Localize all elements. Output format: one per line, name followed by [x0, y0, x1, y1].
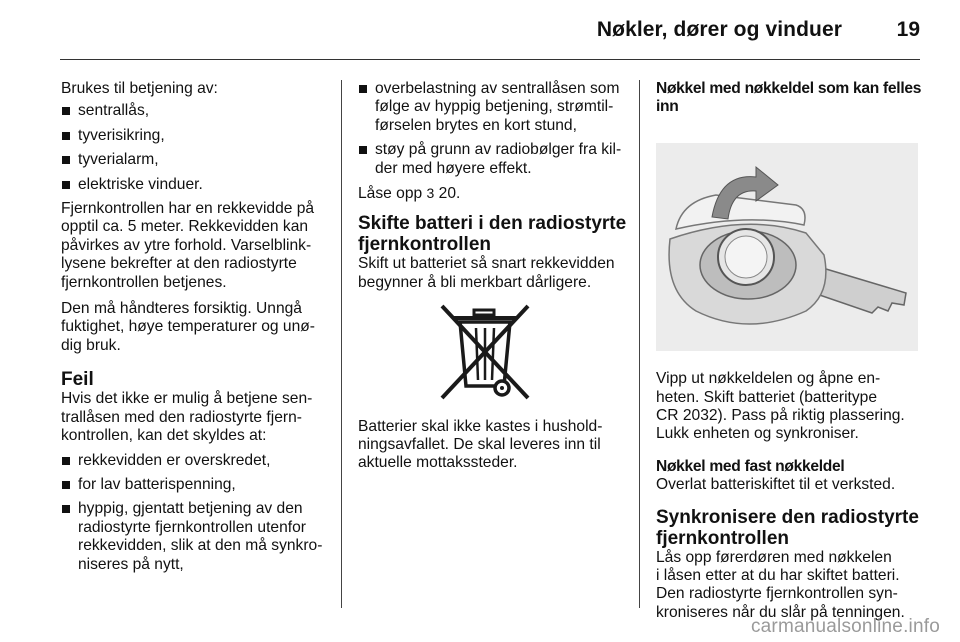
column-divider — [639, 80, 640, 608]
fault-list — [61, 452, 331, 574]
fixed-key-heading: Nøkkel med fast nøkkeldel — [656, 457, 845, 475]
bullet-icon — [62, 132, 70, 140]
sync-heading: Synkronisere den radiostyrte fjernkontrollen — [656, 506, 919, 549]
chapter-title: Nøkler, dører og vinduer — [596, 18, 842, 41]
bullet-icon — [359, 146, 367, 154]
list-item: elektriske vinduer. — [61, 176, 331, 194]
fault-list-continued — [358, 80, 626, 178]
bullet-icon — [62, 156, 70, 164]
bullet-icon — [359, 85, 367, 93]
list-item: hyppig, gjentatt betjening av den radiostyrte fjernkontrollen utenfor rekkevidden, slik at den må synkro- niseres på nytt, — [61, 500, 331, 574]
page-number: 19 — [896, 18, 920, 41]
page-header — [0, 0, 960, 56]
list-item: sentrallås, — [61, 102, 331, 120]
battery-paragraph: Skift ut batteriet så snart rekkevidden begynner å bli merkbart dårligere. — [358, 255, 615, 291]
bullet-icon — [62, 181, 70, 189]
key-fob-icon — [656, 143, 918, 351]
column-3 — [656, 80, 924, 630]
fixed-key-paragraph: Overlat batteriskiftet til et verksted. — [656, 476, 896, 494]
bullet-icon — [62, 107, 70, 115]
list-item: tyverialarm, — [61, 151, 331, 169]
key-battery-illustration — [656, 143, 924, 356]
bullet-icon — [62, 457, 70, 465]
page-reference-arrow-icon: 3 — [426, 185, 435, 202]
foldable-key-paragraph: Vipp ut nøkkeldelen og åpne en- heten. Skift batteriet (batteritype CR 2032). Pass på riktig plassering. Lukk enheten og synkroniser. — [656, 370, 905, 443]
disposal-paragraph: Batterier skal ikke kastes i hushold- ningsavfallet. De skal leveres inn til aktuelle mottakssteder. — [358, 417, 603, 472]
uses-list — [61, 102, 331, 194]
column-2 — [358, 80, 626, 481]
foldable-key-heading: Nøkkel med nøkkeldel som kan felles inn — [656, 80, 922, 116]
fault-paragraph: Hvis det ikke er mulig å betjene sen- trallåsen med den radiostyrte fjern- kontrollen, kan det skyldes at: — [61, 390, 313, 445]
range-paragraph: Fjernkontrollen har en rekkevidde på opptil ca. 5 meter. Rekkevidden kan påvirkes av ytre forhold. Varselblink- lysene bekrefter at den radiostyrte fjernkontrollen betjenes. — [61, 200, 315, 291]
bullet-icon — [62, 505, 70, 513]
recycling-symbol-figure — [358, 302, 626, 409]
bullet-icon — [62, 481, 70, 489]
watermark-text: carmanualsonline.info — [750, 616, 940, 637]
battery-heading: Skifte batteri i den radiostyrte fjernkontrollen — [358, 213, 627, 256]
list-item: støy på grunn av radiobølger fra kil- der med høyere effekt. — [358, 141, 626, 178]
care-paragraph: Den må håndteres forsiktig. Unngå fuktighet, høye temperaturer og unø- dig bruk. — [61, 300, 315, 354]
crossed-bin-icon — [430, 302, 542, 404]
column-1 — [61, 80, 331, 580]
list-item: overbelastning av sentrallåsen som følge av hyppig betjening, strømtil- førselen brytes en kort stund, — [358, 80, 626, 135]
header-rule — [60, 59, 920, 60]
intro-text: Brukes til betjening av: — [61, 80, 218, 97]
list-item: for lav batterispenning, — [61, 476, 331, 494]
fault-heading: Feil — [61, 369, 94, 391]
unlock-reference: Låse opp 3 20. — [358, 185, 461, 203]
unlock-page-link[interactable]: 20. — [438, 185, 461, 203]
list-item: rekkevidden er overskredet, — [61, 452, 331, 470]
list-item: tyverisikring, — [61, 127, 331, 145]
sync-paragraph: Lås opp førerdøren med nøkkelen i låsen etter at du har skiftet batteri. Den radiostyrte fjernkontrollen syn- kroniseres når du slår på tenningen. — [656, 548, 905, 621]
column-divider — [341, 80, 342, 608]
